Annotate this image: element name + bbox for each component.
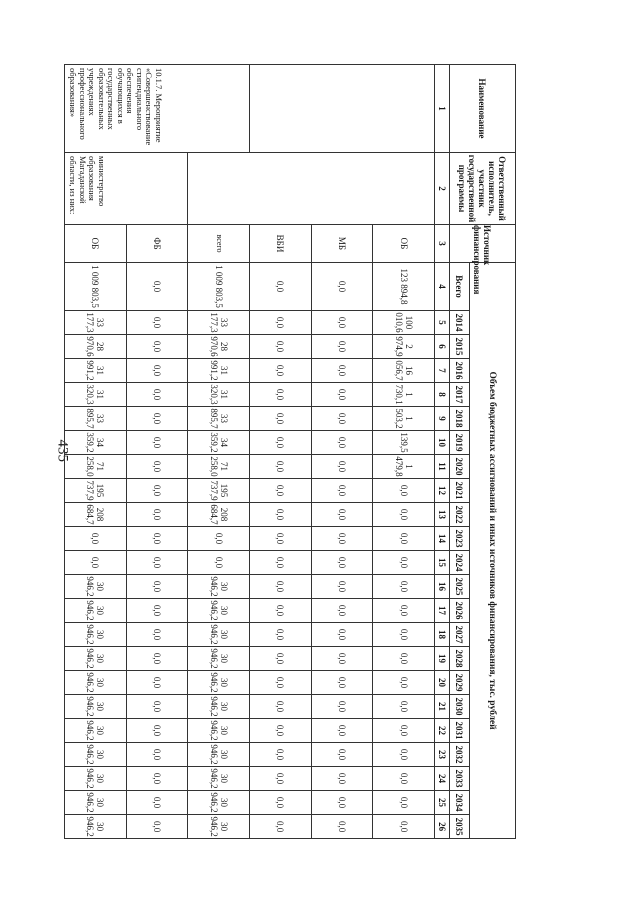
year-value-cell: 0,0 <box>373 623 435 647</box>
year-value-cell: 0,0 <box>250 695 312 719</box>
year-value-cell: 0,0 <box>373 479 435 503</box>
year-value-cell: 28 970,6 <box>65 335 127 359</box>
year-value-cell: 71 258,0 <box>188 455 250 479</box>
year-value-cell: 0,0 <box>126 455 188 479</box>
year-value-cell: 0,0 <box>250 455 312 479</box>
header-year: 2027 <box>450 623 470 647</box>
year-value-cell: 0,0 <box>311 767 373 791</box>
year-value-cell: 0,0 <box>373 767 435 791</box>
year-value-cell: 0,0 <box>373 575 435 599</box>
year-value-cell: 0,0 <box>250 743 312 767</box>
year-value-cell: 0,0 <box>250 335 312 359</box>
column-number: 21 <box>435 695 450 719</box>
header-source: Источник финансирования <box>450 225 516 263</box>
year-value-cell: 31 991,2 <box>188 359 250 383</box>
year-value-cell: 30 946,2 <box>188 623 250 647</box>
header-year: 2023 <box>450 527 470 551</box>
header-year: 2024 <box>450 551 470 575</box>
year-value-cell: 30 946,2 <box>65 599 127 623</box>
year-value-cell: 0,0 <box>250 431 312 455</box>
year-value-cell: 0,0 <box>250 767 312 791</box>
total-value-cell: 123 894,8 <box>373 263 435 311</box>
column-number: 22 <box>435 719 450 743</box>
year-value-cell: 0,0 <box>250 407 312 431</box>
year-value-cell: 0,0 <box>311 719 373 743</box>
year-value-cell: 208 684,7 <box>188 503 250 527</box>
header-year: 2018 <box>450 407 470 431</box>
year-value-cell: 33 177,3 <box>65 311 127 335</box>
total-value-cell: 0,0 <box>126 263 188 311</box>
column-number: 15 <box>435 551 450 575</box>
header-year: 2019 <box>450 431 470 455</box>
year-value-cell: 0,0 <box>373 647 435 671</box>
year-value-cell: 30 946,2 <box>188 767 250 791</box>
year-value-cell: 0,0 <box>126 479 188 503</box>
year-value-cell: 0,0 <box>250 311 312 335</box>
year-value-cell: 0,0 <box>126 647 188 671</box>
year-value-cell: 30 946,2 <box>65 743 127 767</box>
source-cell: ВБИ <box>250 225 312 263</box>
year-value-cell: 0,0 <box>126 503 188 527</box>
year-value-cell: 0,0 <box>311 527 373 551</box>
year-value-cell: 0,0 <box>126 599 188 623</box>
year-value-cell: 0,0 <box>311 815 373 839</box>
name-cell-empty <box>250 65 435 153</box>
year-value-cell: 31 320,3 <box>65 383 127 407</box>
column-number: 3 <box>435 225 450 263</box>
year-value-cell: 0,0 <box>373 815 435 839</box>
year-value-cell: 0,0 <box>373 551 435 575</box>
year-value-cell: 30 946,2 <box>65 719 127 743</box>
year-value-cell: 195 737,9 <box>65 479 127 503</box>
year-value-cell: 30 946,2 <box>188 695 250 719</box>
header-year: 2034 <box>450 791 470 815</box>
table-row <box>373 65 435 839</box>
measure-name: 10.1.7. Мероприятие «Совершенствование стипендиального обеспечения обучающихся в государственных образовательных учреждениях профессионального образования» <box>65 65 250 153</box>
year-value-cell: 16 056,7 <box>373 359 435 383</box>
year-value-cell: 30 946,2 <box>65 791 127 815</box>
year-value-cell: 1 730,1 <box>373 383 435 407</box>
column-number: 12 <box>435 479 450 503</box>
year-value-cell: 0,0 <box>126 359 188 383</box>
year-value-cell: 0,0 <box>311 431 373 455</box>
year-value-cell: 0,0 <box>126 791 188 815</box>
column-number: 11 <box>435 455 450 479</box>
year-value-cell: 0,0 <box>250 575 312 599</box>
year-value-cell: 0,0 <box>311 599 373 623</box>
year-value-cell: 30 946,2 <box>65 767 127 791</box>
year-value-cell: 0,0 <box>126 695 188 719</box>
year-value-cell: 0,0 <box>250 551 312 575</box>
header-year: 2035 <box>450 815 470 839</box>
source-cell: ФБ <box>126 225 188 263</box>
year-value-cell: 0,0 <box>311 407 373 431</box>
year-value-cell: 30 946,2 <box>65 695 127 719</box>
financing-table-wrapper <box>64 64 516 837</box>
year-value-cell: 0,0 <box>373 791 435 815</box>
year-value-cell: 0,0 <box>250 359 312 383</box>
column-number: 25 <box>435 791 450 815</box>
year-value-cell: 28 970,6 <box>188 335 250 359</box>
total-value-cell: 1 009 803,5 <box>65 263 127 311</box>
header-year: 2026 <box>450 599 470 623</box>
year-value-cell: 30 946,2 <box>188 791 250 815</box>
year-value-cell: 1 479,8 <box>373 455 435 479</box>
column-number: 10 <box>435 431 450 455</box>
year-value-cell: 0,0 <box>373 695 435 719</box>
header-year: 2015 <box>450 335 470 359</box>
year-value-cell: 31 320,3 <box>188 383 250 407</box>
page-number: 435 <box>54 439 71 462</box>
year-value-cell: 0,0 <box>311 791 373 815</box>
header-year: 2021 <box>450 479 470 503</box>
column-number: 5 <box>435 311 450 335</box>
executor-cell-empty <box>188 153 435 225</box>
header-year: 2028 <box>450 647 470 671</box>
header-total: Всего <box>450 263 470 311</box>
header-year: 2016 <box>450 359 470 383</box>
column-number: 8 <box>435 383 450 407</box>
year-value-cell: 0,0 <box>373 719 435 743</box>
year-value-cell: 0,0 <box>188 551 250 575</box>
year-value-cell: 71 258,0 <box>65 455 127 479</box>
year-value-cell: 0,0 <box>373 527 435 551</box>
column-number: 7 <box>435 359 450 383</box>
year-value-cell: 0,0 <box>373 599 435 623</box>
year-value-cell: 34 359,2 <box>188 431 250 455</box>
source-cell: ОБ <box>373 225 435 263</box>
column-number: 18 <box>435 623 450 647</box>
year-value-cell: 0,0 <box>250 527 312 551</box>
year-value-cell: 0,0 <box>250 383 312 407</box>
year-value-cell: 33 895,7 <box>65 407 127 431</box>
header-year: 2029 <box>450 671 470 695</box>
year-value-cell: 30 946,2 <box>65 623 127 647</box>
header-name: Наименование <box>450 65 516 153</box>
year-value-cell: 0,0 <box>126 671 188 695</box>
header-year: 2032 <box>450 743 470 767</box>
header-year: 2014 <box>450 311 470 335</box>
year-value-cell: 30 946,2 <box>188 599 250 623</box>
column-number: 4 <box>435 263 450 311</box>
year-value-cell: 100 010,6 <box>373 311 435 335</box>
year-value-cell: 0,0 <box>65 527 127 551</box>
year-value-cell: 0,0 <box>126 575 188 599</box>
rotated-page <box>64 64 516 837</box>
year-value-cell: 0,0 <box>373 743 435 767</box>
column-number: 24 <box>435 767 450 791</box>
year-value-cell: 30 946,2 <box>65 815 127 839</box>
column-number: 20 <box>435 671 450 695</box>
year-value-cell: 0,0 <box>311 359 373 383</box>
column-number: 17 <box>435 599 450 623</box>
column-number: 16 <box>435 575 450 599</box>
year-value-cell: 30 946,2 <box>188 647 250 671</box>
year-value-cell: 30 946,2 <box>65 671 127 695</box>
year-value-cell: 31 991,2 <box>65 359 127 383</box>
year-value-cell: 33 177,3 <box>188 311 250 335</box>
header-year: 2033 <box>450 767 470 791</box>
year-value-cell: 0,0 <box>126 335 188 359</box>
header-volume: Объем бюджетных ассигнований и иных источников финансирования, тыс. рублей <box>470 263 516 839</box>
year-value-cell: 30 946,2 <box>188 743 250 767</box>
year-value-cell: 0,0 <box>311 383 373 407</box>
year-value-cell: 0,0 <box>250 599 312 623</box>
column-number: 23 <box>435 743 450 767</box>
total-value-cell: 0,0 <box>250 263 312 311</box>
year-value-cell: 33 895,7 <box>188 407 250 431</box>
year-value-cell: 0,0 <box>311 743 373 767</box>
year-value-cell: 0,0 <box>311 479 373 503</box>
year-value-cell: 0,0 <box>311 623 373 647</box>
column-number: 13 <box>435 503 450 527</box>
year-value-cell: 0,0 <box>250 671 312 695</box>
column-number: 14 <box>435 527 450 551</box>
year-value-cell: 0,0 <box>126 311 188 335</box>
year-value-cell: 0,0 <box>65 551 127 575</box>
total-value-cell: 0,0 <box>311 263 373 311</box>
year-value-cell: 0,0 <box>250 815 312 839</box>
year-value-cell: 0,0 <box>126 623 188 647</box>
year-value-cell: 0,0 <box>126 767 188 791</box>
year-value-cell: 34 359,2 <box>65 431 127 455</box>
year-value-cell: 0,0 <box>311 575 373 599</box>
source-cell: МБ <box>311 225 373 263</box>
year-value-cell: 0,0 <box>126 383 188 407</box>
year-value-cell: 0,0 <box>250 791 312 815</box>
year-value-cell: 139,5 <box>373 431 435 455</box>
year-value-cell: 0,0 <box>311 455 373 479</box>
header-year: 2020 <box>450 455 470 479</box>
source-cell: всего <box>188 225 250 263</box>
year-value-cell: 30 946,2 <box>188 815 250 839</box>
year-value-cell: 0,0 <box>250 647 312 671</box>
column-number: 1 <box>435 65 450 153</box>
year-value-cell: 0,0 <box>126 743 188 767</box>
year-value-cell: 30 946,2 <box>65 575 127 599</box>
year-value-cell: 0,0 <box>126 431 188 455</box>
year-value-cell: 0,0 <box>311 647 373 671</box>
year-value-cell: 0,0 <box>250 503 312 527</box>
source-cell: ОБ <box>65 225 127 263</box>
total-value-cell: 1 009 803,5 <box>188 263 250 311</box>
header-year: 2022 <box>450 503 470 527</box>
year-value-cell: 0,0 <box>373 503 435 527</box>
year-value-cell: 2 974,9 <box>373 335 435 359</box>
executor-cell: министерство образования Магаданской области, из них: <box>65 153 188 225</box>
year-value-cell: 195 737,9 <box>188 479 250 503</box>
year-value-cell: 1 503,2 <box>373 407 435 431</box>
year-value-cell: 0,0 <box>126 407 188 431</box>
year-value-cell: 30 946,2 <box>188 575 250 599</box>
year-value-cell: 0,0 <box>373 671 435 695</box>
year-value-cell: 208 684,7 <box>65 503 127 527</box>
year-value-cell: 0,0 <box>250 623 312 647</box>
header-year: 2017 <box>450 383 470 407</box>
column-number: 2 <box>435 153 450 225</box>
year-value-cell: 0,0 <box>250 719 312 743</box>
year-value-cell: 0,0 <box>126 815 188 839</box>
header-year: 2031 <box>450 719 470 743</box>
header-year: 2030 <box>450 695 470 719</box>
column-number: 19 <box>435 647 450 671</box>
year-value-cell: 0,0 <box>250 479 312 503</box>
financing-table <box>64 64 516 839</box>
column-number: 9 <box>435 407 450 431</box>
year-value-cell: 0,0 <box>126 719 188 743</box>
header-year: 2025 <box>450 575 470 599</box>
year-value-cell: 0,0 <box>311 671 373 695</box>
column-number: 26 <box>435 815 450 839</box>
year-value-cell: 0,0 <box>311 311 373 335</box>
year-value-cell: 30 946,2 <box>188 671 250 695</box>
year-value-cell: 0,0 <box>311 335 373 359</box>
year-value-cell: 0,0 <box>311 503 373 527</box>
column-number: 6 <box>435 335 450 359</box>
table-row <box>126 65 188 839</box>
year-value-cell: 30 946,2 <box>188 719 250 743</box>
year-value-cell: 0,0 <box>126 527 188 551</box>
year-value-cell: 0,0 <box>311 551 373 575</box>
year-value-cell: 0,0 <box>188 527 250 551</box>
header-executor: Ответственный исполнитель, участник государственной программы <box>450 153 516 225</box>
year-value-cell: 0,0 <box>311 695 373 719</box>
year-value-cell: 0,0 <box>126 551 188 575</box>
year-value-cell: 30 946,2 <box>65 647 127 671</box>
